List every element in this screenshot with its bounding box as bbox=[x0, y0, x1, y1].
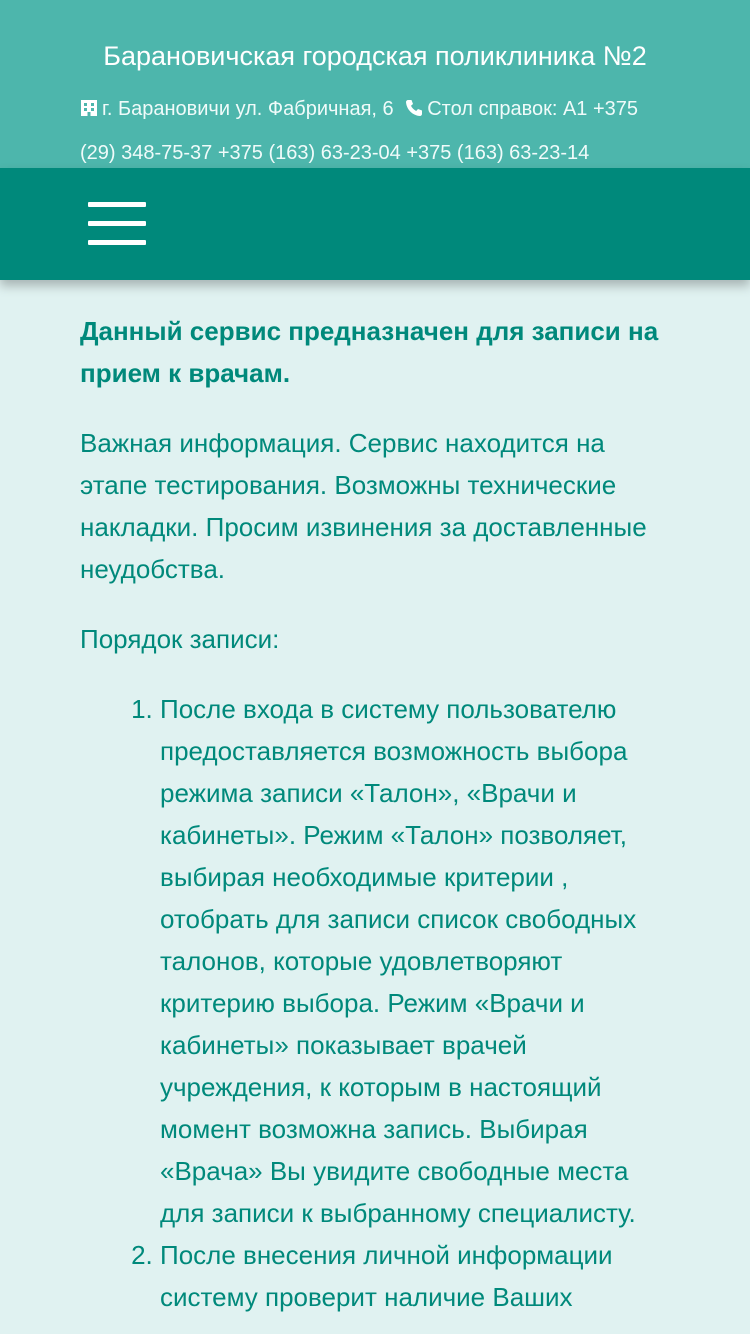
navbar bbox=[0, 168, 750, 280]
list-item: 2. После внесения личной информации систему проверит наличие Ваших bbox=[160, 1234, 670, 1318]
service-description: Данный сервис предназначен для записи на прием к врачам. bbox=[80, 316, 659, 388]
order-title: Порядок записи: bbox=[80, 624, 280, 654]
phone-icon bbox=[405, 90, 423, 132]
main-content bbox=[0, 280, 750, 1318]
list-item: 1. После входа в систему пользователю предоставляется возможность выбора режима записи «Талон», «Врачи и кабинеты». Режим «Талон» позволяет, выбирая необходимые критерии , отобрать для записи список свободных талонов, которые удовлетворяют критерию выбора. Режим «Врачи и кабинеты» показывает врачей учреждения, к которым в настоящий момент возможна запись. Выбирая «Врача» Вы увидите свободные места для записи к выбранному специалисту. bbox=[160, 688, 670, 1234]
address-text: г. Барановичи ул. Фабричная, 6 bbox=[102, 98, 394, 120]
site-header bbox=[0, 0, 750, 168]
phones-text[interactable]: Стол справок: А1 +375 (29) 348-75-37 +375 (163) 63-23-04 +375 (163) 63-23-14 bbox=[80, 98, 639, 164]
important-notice: Важная информация. Сервис находится на этапе тестирования. Возможны технические накладки. Просим извинения за доставленные неудобства. bbox=[80, 428, 647, 584]
site-title[interactable]: Барановичская городская поликлиника №2 bbox=[103, 41, 647, 71]
steps-list bbox=[80, 688, 670, 1318]
hamburger-menu-icon[interactable] bbox=[80, 194, 156, 254]
contact-info bbox=[80, 88, 670, 174]
building-icon bbox=[80, 90, 98, 132]
